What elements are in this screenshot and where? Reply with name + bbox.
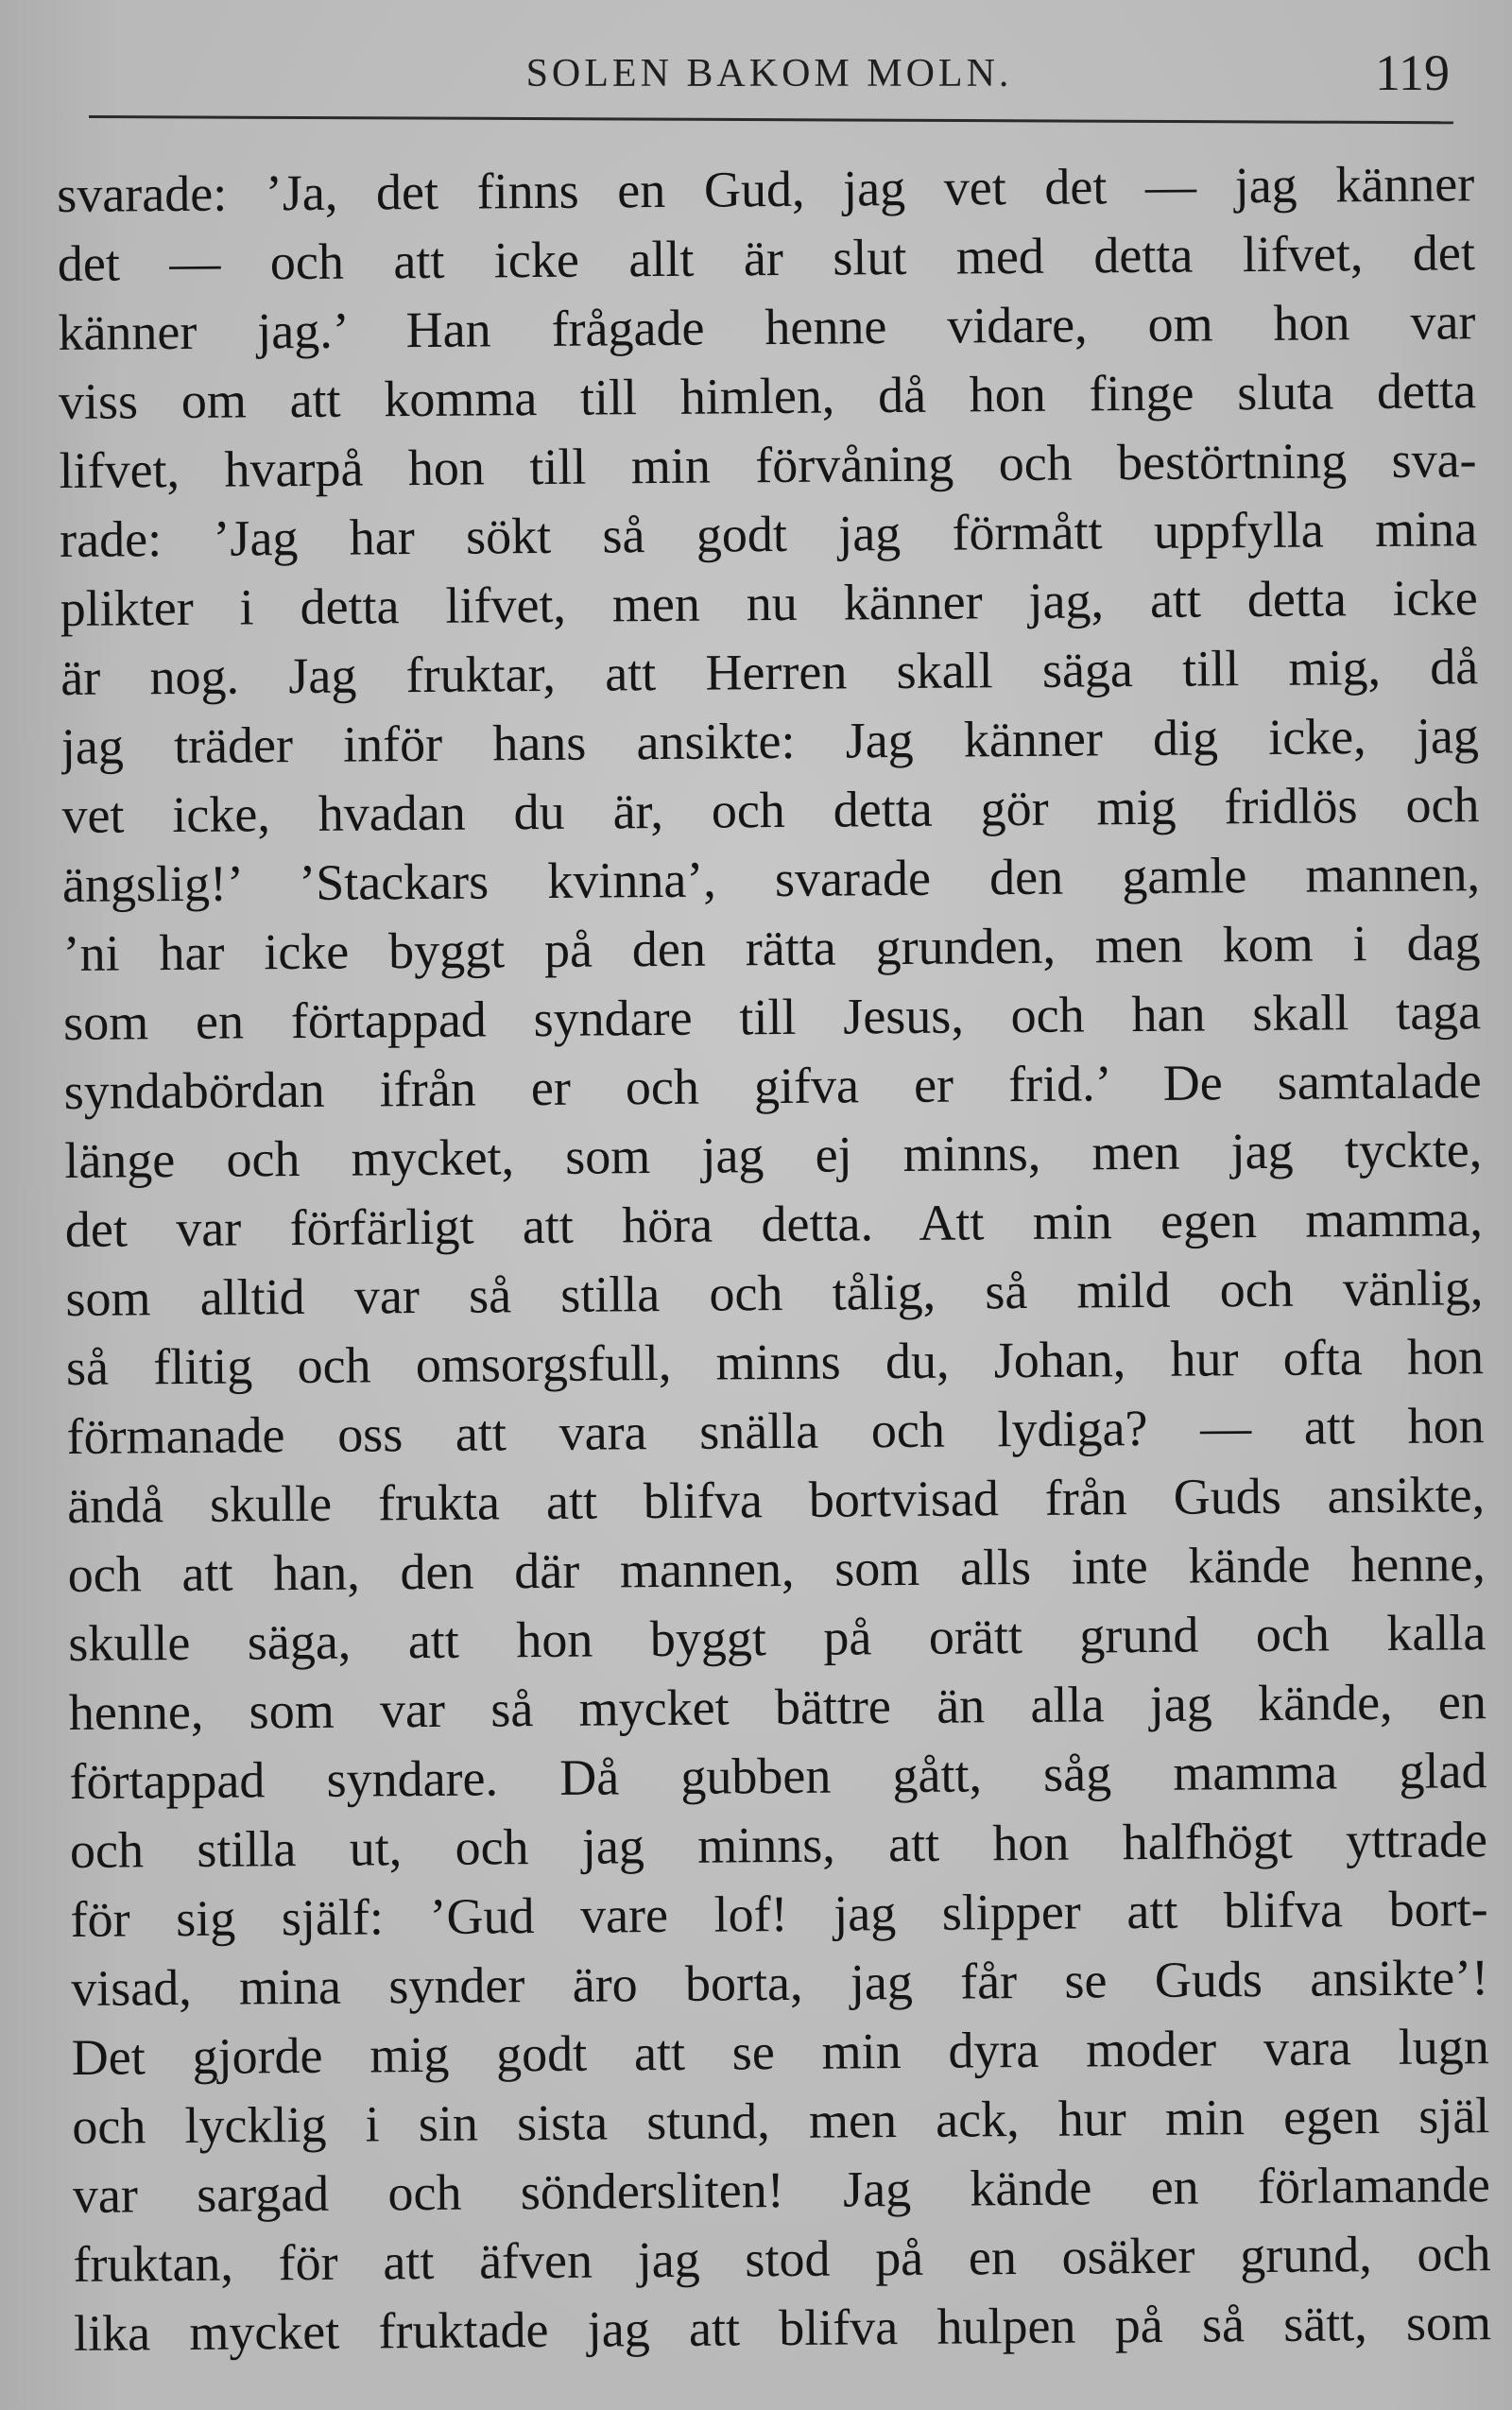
text-line: jag träder inför hans ansikte: Jag känner dig icke, jag [60, 707, 1480, 775]
text-line: ängslig!’ ’Stackars kvinna’, svarade den gamle mannen, [61, 845, 1481, 913]
text-line: så flitig och omsorgsfull, minns du, Johan, hur ofta hon [65, 1328, 1485, 1396]
page-number: 119 [1375, 44, 1450, 101]
text-line: det — och att icke allt är slut med detta lifvet, det [57, 224, 1476, 292]
text-line: henne, som var så mycket bättre än alla jag kände, en [68, 1673, 1487, 1741]
text-line: förtappad syndare. Då gubben gått, såg mamma glad [69, 1742, 1487, 1810]
running-title: SOLEN BAKOM MOLN. [525, 52, 1013, 95]
text-line: för sig själf: ’Gud vare lof! jag slipper att blifva bort- [70, 1880, 1488, 1948]
text-line: visad, mina synder äro borta, jag får se Guds ansikte’! [70, 1949, 1489, 2017]
text-line: är nog. Jag fruktar, att Herren skall säga till mig, då [60, 638, 1479, 706]
text-line: vet icke, hvadan du är, och detta gör mig fridlös och [61, 776, 1480, 844]
text-line: fruktan, för att äfven jag stod på en osäker grund, och [73, 2225, 1491, 2293]
text-line: svarade: ’Ja, det finns en Gud, jag vet det — jag känner [57, 155, 1475, 223]
text-line: syndabördan ifrån er och gifva er frid.’ De samtalade [63, 1052, 1482, 1120]
text-line: skulle säga, att hon byggt på orätt grund och kalla [68, 1604, 1486, 1672]
text-line: som alltid var så stilla och tålig, så mild och vänlig, [65, 1259, 1484, 1327]
text-line: känner jag.’ Han frågade henne vidare, om hon var [58, 293, 1476, 361]
text-line: som en förtappad syndare till Jesus, och han skall taga [62, 983, 1482, 1051]
text-line: det var förfärligt att höra detta. Att min egen mamma, [64, 1190, 1484, 1258]
body-text [57, 149, 1491, 2368]
text-line: viss om att komma till himlen, då hon finge sluta detta [58, 362, 1477, 430]
running-head [89, 40, 1450, 115]
text-line: Det gjorde mig godt att se min dyra moder vara lugn [71, 2018, 1489, 2086]
text-line: och att han, den där mannen, som alls inte kände henne, [67, 1535, 1486, 1603]
text-line: lika mycket fruktade jag att blifva hulpen på så sätt, som [73, 2294, 1492, 2362]
text-line: förmanade oss att vara snälla och lydiga? — att hon [66, 1397, 1485, 1465]
text-line: var sargad och söndersliten! Jag kände en förlamande [72, 2156, 1491, 2224]
text-line: länge och mycket, som jag ej minns, men jag tyckte, [64, 1121, 1483, 1189]
text-line: ändå skulle frukta att blifva bortvisad från Guds ansikte, [66, 1466, 1486, 1534]
text-line: lifvet, hvarpå hon till min förvåning och bestörtning sva- [59, 431, 1477, 499]
text-line: och stilla ut, och jag minns, att hon halfhögt yttrade [69, 1811, 1488, 1879]
text-line: och lycklig i sin sista stund, men ack, hur min egen själ [72, 2087, 1490, 2155]
text-line: ’ni har icke byggt på den rätta grunden, men kom i dag [62, 914, 1481, 982]
text-line: rade: ’Jag har sökt så godt jag förmått uppfylla mina [59, 500, 1478, 568]
text-line: plikter i detta lifvet, men nu känner jag, att detta icke [60, 569, 1478, 637]
header-rule [89, 115, 1453, 124]
